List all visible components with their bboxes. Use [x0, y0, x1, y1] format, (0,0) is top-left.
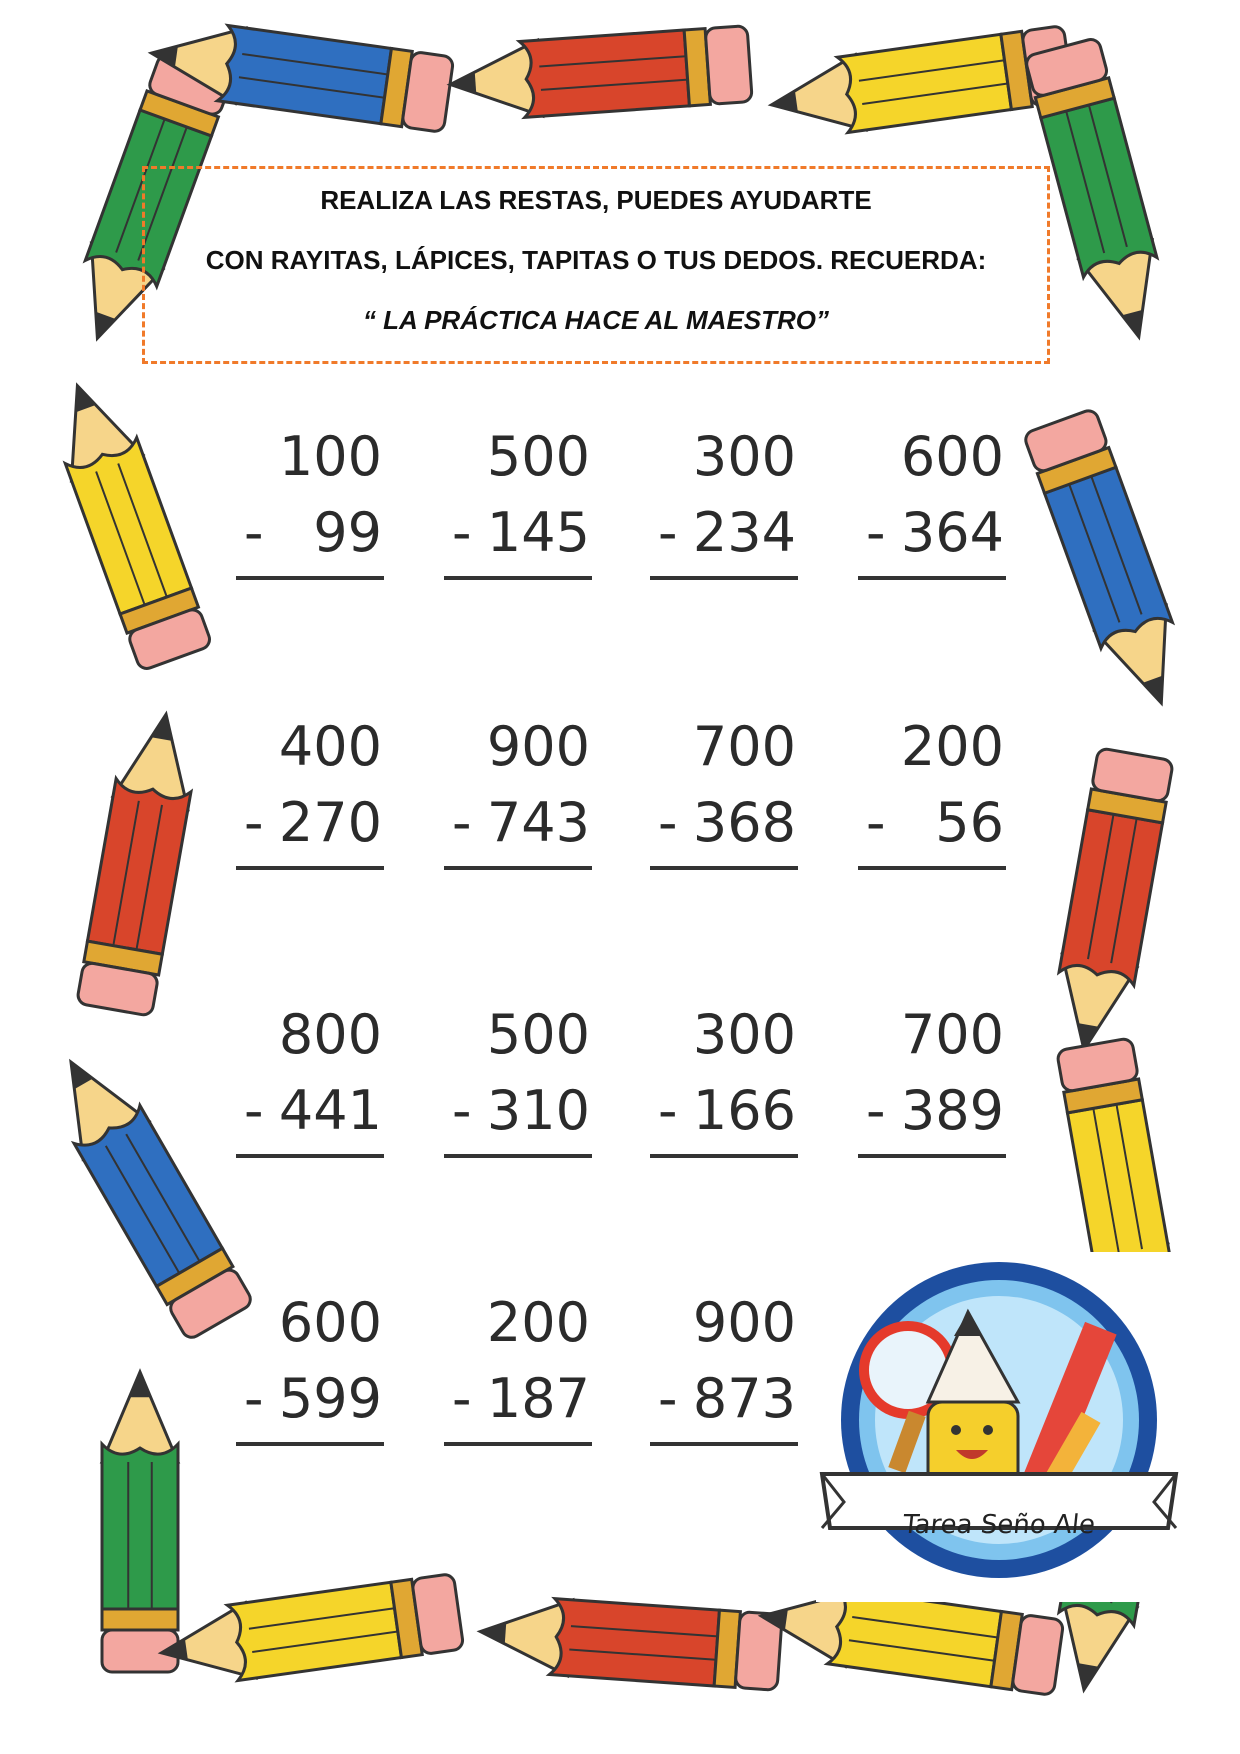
minus-sign: -	[452, 1079, 472, 1142]
subtrahend: 145	[486, 501, 590, 564]
blue-pencil-icon	[1019, 407, 1201, 718]
answer-line	[650, 1154, 798, 1158]
minus-sign: -	[452, 791, 472, 854]
red-pencil-icon	[73, 707, 208, 1017]
subtraction-problem	[236, 410, 396, 590]
red-pencil-icon	[1043, 747, 1178, 1057]
subtrahend: 166	[692, 1079, 796, 1142]
minus-sign: -	[452, 501, 472, 564]
minus-sign: -	[658, 501, 678, 564]
subtrahend: 389	[900, 1079, 1004, 1142]
minus-sign: -	[866, 791, 886, 854]
minuend: 600	[900, 425, 1004, 488]
logo-emblem-icon	[816, 1252, 1182, 1602]
subtrahend: 599	[278, 1367, 382, 1430]
subtrahend: 234	[692, 501, 796, 564]
subtraction-problem	[236, 1276, 396, 1456]
minus-sign: -	[866, 501, 886, 564]
minuend: 700	[900, 1003, 1004, 1066]
answer-line	[444, 576, 592, 580]
subtraction-problem	[858, 700, 1018, 880]
subtraction-problem	[236, 700, 396, 880]
answer-line	[236, 866, 384, 870]
subtraction-problem	[236, 988, 396, 1168]
instructions-box	[142, 166, 1050, 364]
minuend: 900	[486, 715, 590, 778]
logo-text: Tarea Seño Ale	[901, 1510, 1097, 1540]
minus-sign: -	[866, 1079, 886, 1142]
minus-sign: -	[244, 1079, 264, 1142]
minuend: 200	[486, 1291, 590, 1354]
minuend: 500	[486, 1003, 590, 1066]
subtrahend: 743	[486, 791, 590, 854]
answer-line	[858, 866, 1006, 870]
minuend: 100	[278, 425, 382, 488]
subtrahend: 441	[278, 1079, 382, 1142]
answer-line	[236, 576, 384, 580]
subtraction-problem	[444, 700, 604, 880]
minus-sign: -	[658, 1079, 678, 1142]
answer-line	[650, 866, 798, 870]
answer-line	[444, 866, 592, 870]
subtraction-problem	[650, 1276, 810, 1456]
subtraction-problem	[650, 410, 810, 590]
minuend: 600	[278, 1291, 382, 1354]
minuend: 500	[486, 425, 590, 488]
red-pencil-icon	[477, 1590, 782, 1695]
subtrahend: 56	[935, 791, 1004, 854]
minuend: 300	[692, 425, 796, 488]
minuend: 900	[692, 1291, 796, 1354]
yellow-pencil-icon	[38, 371, 216, 672]
minus-sign: -	[452, 1367, 472, 1430]
minus-sign: -	[244, 1367, 264, 1430]
minuend: 400	[278, 715, 382, 778]
answer-line	[444, 1442, 592, 1446]
answer-line	[444, 1154, 592, 1158]
minus-sign: -	[658, 791, 678, 854]
answer-line	[236, 1154, 384, 1158]
minuend: 200	[900, 715, 1004, 778]
subtrahend: 368	[692, 791, 796, 854]
minuend: 700	[692, 715, 796, 778]
motto-line: “ LA PRÁCTICA HACE AL MAESTRO”	[362, 305, 830, 335]
blue-pencil-icon	[35, 1041, 258, 1343]
subtrahend: 310	[486, 1079, 590, 1142]
subtraction-problem	[650, 988, 810, 1168]
subtrahend: 270	[278, 791, 382, 854]
minus-sign: -	[244, 791, 264, 854]
answer-line	[858, 576, 1006, 580]
minuend: 800	[278, 1003, 382, 1066]
subtraction-problem	[444, 410, 604, 590]
answer-line	[858, 1154, 1006, 1158]
minus-sign: -	[244, 501, 264, 564]
subtrahend: 873	[692, 1367, 796, 1430]
subtrahend: 364	[900, 501, 1004, 564]
red-pencil-icon	[447, 22, 752, 127]
subtrahend: 187	[486, 1367, 590, 1430]
answer-line	[236, 1442, 384, 1446]
subtrahend: 99	[313, 501, 382, 564]
minus-sign: -	[658, 1367, 678, 1430]
answer-line	[650, 1442, 798, 1446]
subtraction-problem	[858, 988, 1018, 1168]
instruction-line-1: REALIZA LAS RESTAS, PUEDES AYUDARTE	[320, 185, 872, 215]
answer-line	[650, 576, 798, 580]
yellow-pencil-icon	[156, 1570, 465, 1695]
minuend: 300	[692, 1003, 796, 1066]
subtraction-problem	[444, 1276, 604, 1456]
logo-badge	[816, 1252, 1182, 1602]
subtraction-problem	[858, 410, 1018, 590]
instruction-line-2: CON RAYITAS, LÁPICES, TAPITAS O TUS DEDOS. RECUERDA:	[205, 245, 987, 275]
subtraction-problem	[444, 988, 604, 1168]
subtraction-problem	[650, 700, 810, 880]
